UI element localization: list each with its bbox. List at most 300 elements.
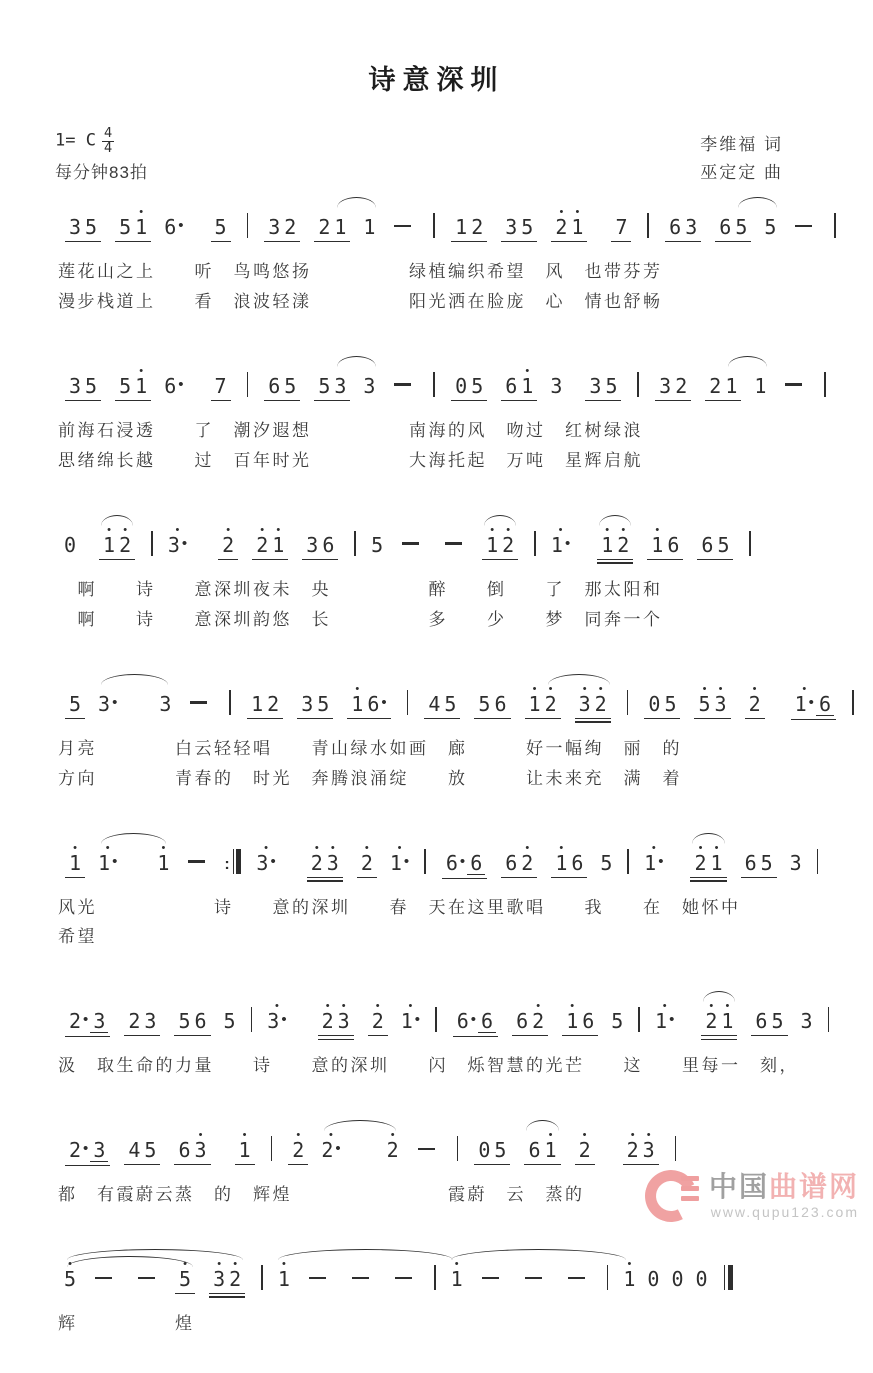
note [545,1131,557,1161]
note-body [744,850,757,875]
note [566,1002,578,1032]
octave-dot: • [217,1258,222,1271]
note-body [764,217,776,238]
note-body [144,1140,156,1161]
note-body [685,217,697,238]
beam-group [302,526,338,560]
note-digit: 1 [521,373,534,398]
note [195,1002,207,1032]
note-digit: 3 [69,215,82,239]
note-digit: 6 [505,850,518,875]
note-body [555,217,567,238]
note-body [93,1011,105,1032]
rest-note [478,1131,490,1161]
octave-dot: • [548,682,553,695]
note [589,367,601,397]
rest-note [671,1260,683,1290]
note-body [256,532,269,557]
augmentation-dot: • [564,534,571,552]
note-digit: 2 [617,532,630,557]
octave-dot: • [709,1000,714,1013]
note-body [128,1140,140,1161]
notation-system-8 [58,1244,837,1336]
slur [315,1131,404,1161]
note [444,685,456,715]
note-digit: 1 [157,850,170,875]
note-digit: 5 [284,373,297,398]
beam-group [264,208,300,242]
notation-system-2 [58,351,837,473]
note [457,1002,476,1032]
slur [694,1002,744,1036]
note-body [701,532,714,557]
note-body [544,691,557,716]
octave-dot: • [536,1000,541,1013]
note [550,367,562,397]
note-digit: 6 [505,373,518,398]
note-digit: 2 [594,691,607,716]
note [555,841,568,875]
slur [698,367,772,401]
notation-system-6 [58,986,837,1078]
note [571,208,583,238]
note [550,523,571,557]
end-repeat-barline [224,849,241,874]
note [372,1002,384,1032]
lyrics-row: 月亮 白云轻轻唱 青山绿水如画 廊 好一幅绚 丽 的 [58,738,682,758]
beam-group [551,208,587,242]
note-digit: 3 [301,691,314,716]
note [675,367,687,397]
note-digit: 6 [701,532,714,557]
note [521,208,533,238]
note-digit: 5 [717,532,730,557]
note-body [445,850,466,875]
note [85,367,97,397]
note [135,208,147,238]
note [213,1260,225,1290]
note-body [457,1011,476,1032]
octave-dot: • [714,841,719,854]
note-body [801,1011,813,1032]
augmentation-dot: • [808,693,814,711]
note-body [363,217,375,238]
note-body [93,1140,105,1161]
lyrics-row: 都 有霞蔚云蒸 的 辉煌 霞蔚 云 蒸的 [58,1185,585,1205]
octave-dot: • [198,1129,203,1142]
note-digit: 7 [615,215,628,239]
octave-dot: • [802,682,807,695]
note-body [555,850,568,875]
note-digit: 3 [93,1138,106,1163]
note-body [566,1011,578,1032]
beam-group [690,841,726,878]
note-body [794,691,814,716]
note-body [64,532,77,557]
note-digit: 3 [213,1267,226,1292]
duration-dash [525,1277,542,1279]
note-body [306,532,319,557]
note-digit: 1 [389,850,402,875]
augmentation-dot: • [181,534,188,552]
note-body [268,217,280,238]
note [578,682,591,716]
note-digit: 2 [471,215,484,239]
note [69,1002,88,1032]
note-body [85,217,97,238]
note [159,685,171,715]
note-body [478,691,491,716]
note [318,367,330,397]
note-digit: 2 [521,850,534,875]
beam-group [65,685,85,719]
note-body [675,373,688,398]
note-body [167,532,188,557]
qupu-logo-icon [645,1168,701,1224]
barline [607,1265,609,1290]
beam-group [357,841,377,878]
note-digit: 6 [719,215,732,239]
note-body [669,217,681,238]
duration-dash [394,383,411,385]
note-digit: 5 [85,215,98,239]
note-body [582,1011,594,1032]
note [755,1002,767,1032]
slur [92,685,177,715]
note-body [455,373,468,398]
octave-dot: • [325,1000,330,1013]
slur [272,1260,425,1290]
octave-dot: • [275,1000,279,1013]
note [669,208,681,238]
note-digit: 3 [685,215,698,239]
note-body [601,532,614,557]
note-body [317,691,330,716]
note-digit: 6 [367,691,380,716]
octave-dot: • [314,841,319,854]
note-body [659,373,672,398]
slur [518,682,618,719]
note-body [710,850,723,875]
note-body [360,850,373,875]
augmentation-dot: • [470,1011,477,1029]
note-body [521,217,533,238]
note-digit: 3 [267,1009,280,1034]
note-digit: 5 [223,1009,236,1034]
note-digit: 6 [744,850,757,875]
beam-group [247,685,283,719]
note-digit: 1 [754,373,767,398]
note [502,523,515,557]
note [322,1002,334,1032]
note [98,841,118,875]
note [371,526,383,556]
note-body [709,373,722,398]
duration-dash [395,1277,412,1279]
note-digit: 3 [334,373,347,398]
note-digit: 5 [64,1267,77,1292]
note [401,1002,420,1032]
note [256,841,276,875]
note-body [389,850,410,875]
note-row [58,510,837,572]
note-body [455,217,467,238]
duration-dash [394,225,411,227]
note-digit: 0 [478,1138,491,1163]
octave-dot: • [490,523,495,536]
note-digit: 5 [178,1009,191,1034]
slur [517,1131,567,1165]
augmentation-dot: • [83,1011,89,1029]
note-digit: 3 [93,1009,106,1034]
note [617,523,630,557]
note-digit: 3 [98,691,111,716]
beam-group [307,841,343,878]
final-barline [724,1265,734,1290]
note-digit: 3 [326,850,339,875]
note [239,1131,251,1161]
note-row [58,1244,837,1306]
note [801,1002,813,1032]
note-digit: 2 [267,691,280,716]
note-body [135,217,147,238]
augmentation-dot: • [112,693,118,711]
note-body [64,1269,76,1290]
note-body [322,1011,334,1032]
note [351,682,364,716]
note-body [444,691,457,716]
note-body [695,1269,707,1290]
note-body [195,1140,207,1161]
barline [852,690,854,715]
note [85,208,97,238]
note-body [213,1269,225,1290]
note [571,844,583,874]
note-body [318,217,330,238]
note-digit: 1 [555,850,568,875]
beam-group [451,367,487,401]
note-body [760,850,773,875]
octave-dot: • [296,1129,301,1142]
note-body [725,373,738,398]
note-digit: 2 [321,1009,334,1034]
barline-thin [233,849,235,874]
beam-group [501,364,537,401]
note-body [516,1011,528,1032]
note-digit: 6 [516,1009,529,1034]
note-body [159,691,172,716]
note-digit: 1 [721,1009,734,1034]
beam-group [816,685,834,716]
note-body [789,850,802,875]
note [318,208,330,238]
logo-bars-shape [681,1176,699,1206]
note-digit: 3 [69,373,82,398]
note [790,844,802,874]
octave-dot: • [454,1258,459,1271]
note-digit: 1 [363,215,376,239]
note-digit: 6 [528,1138,541,1163]
note-body [338,1011,350,1032]
note [119,523,132,557]
note-digit: 6 [481,1009,494,1034]
note-body [334,217,346,238]
note-body [371,532,384,557]
beam-group [741,844,777,878]
note [623,1260,635,1290]
note [119,367,131,397]
barline [229,690,231,715]
augmentation-dot: • [178,217,184,234]
note-body [818,691,831,716]
note [754,367,766,397]
note [334,208,346,238]
note-body [694,850,707,875]
note-digit: 1 [98,850,111,875]
note-digit: 6 [667,532,680,557]
note-body [267,1011,286,1032]
note [69,841,82,875]
note-body [664,691,677,716]
octave-dot: • [397,841,402,854]
octave-dot: • [532,682,537,695]
note-digit: 2 [292,1138,305,1163]
octave-dot: • [655,523,660,536]
octave-dot: • [123,523,128,536]
note-digit: 6 [322,532,335,557]
notation-system-5 [58,828,837,950]
note [794,682,814,716]
lyrics-row: 风光 诗 意的深圳 春 天在这里歌唱 我 在 她怀中 [58,897,741,917]
barline-thick [236,849,241,874]
note-body [528,1140,540,1161]
slur [92,841,175,875]
duration-dash [95,1277,112,1279]
barline [271,1136,273,1161]
octave-dot: • [698,841,703,854]
note-digit: 1 [644,850,657,875]
rest-note [455,367,467,397]
note-body [284,373,297,398]
note-body [85,373,98,398]
octave-dot: • [605,523,610,536]
note-body [771,1011,783,1032]
octave-dot: • [364,841,369,854]
barline [433,372,435,397]
note-digit: 6 [445,850,458,875]
note [268,208,280,238]
octave-dot: • [375,1000,380,1013]
note-digit: 2 [386,1138,399,1163]
lyrics-row: 啊 诗 意深圳韵悠 长 多 少 梦 同奔一个 [58,609,663,629]
note-body [69,373,82,398]
slur [58,1260,202,1294]
note [761,844,773,874]
note-body [351,691,364,716]
rest-note [648,685,660,715]
note [544,682,557,716]
note [178,1131,190,1161]
note-digit: 3 [144,1009,157,1034]
octave-dot: • [276,523,281,536]
beam-group [697,526,733,560]
note [664,685,676,715]
beam-group [288,1131,308,1165]
note-digit: 2 [284,215,297,239]
note-body [550,373,563,398]
barline [534,531,536,556]
note [387,1131,399,1161]
note-digit: 1 [601,532,614,557]
note-digit: 2 [321,1138,334,1163]
rest-note [647,1260,659,1290]
note [93,1131,105,1161]
beam-group [562,1002,598,1036]
note [611,1002,623,1032]
note-digit: 0 [64,532,77,557]
note-body [721,1011,733,1032]
octave-dot: • [355,682,360,695]
note-body [502,532,515,557]
note-digit: 1 [334,215,347,239]
note [69,367,81,397]
beam-group [655,367,691,401]
note [334,367,346,397]
octave-dot: • [525,841,530,854]
note-digit: 1 [550,532,563,557]
note-body [98,850,118,875]
note-body [69,691,82,716]
note-digit: 3 [256,850,269,875]
octave-dot: • [646,1129,651,1142]
note [594,682,607,716]
beam-group [124,1131,160,1165]
octave-dot: • [525,364,530,377]
note-digit: 2 [128,1009,141,1034]
note-body [521,373,534,398]
beam-group [211,367,231,401]
note-body [615,217,627,238]
note [470,844,482,874]
note-body [600,850,613,875]
note-digit: 3 [800,1009,813,1034]
note-digit: 5 [735,215,748,239]
duration-dash [188,860,205,862]
note-body [278,1269,290,1290]
note-digit: 1 [455,215,468,239]
note-digit: 2 [310,850,323,875]
beam-group [474,1131,510,1165]
note-digit: 2 [544,691,557,716]
duration-dash [445,542,462,544]
note [322,526,334,556]
beam-group [474,685,510,719]
note [764,208,776,238]
site-url: www.qupu123.com [710,1204,859,1221]
note-body [367,691,387,716]
barline [638,1007,640,1032]
note-row [58,351,837,413]
rest-note [64,526,76,556]
note [735,208,747,238]
beam-group [252,523,288,560]
note-digit: 6 [178,1138,191,1163]
site-name-gray: 中国 [708,1170,769,1202]
note-body [471,217,483,238]
beam-group [575,682,611,719]
octave-dot: • [662,1000,667,1013]
note-body [478,1140,490,1161]
